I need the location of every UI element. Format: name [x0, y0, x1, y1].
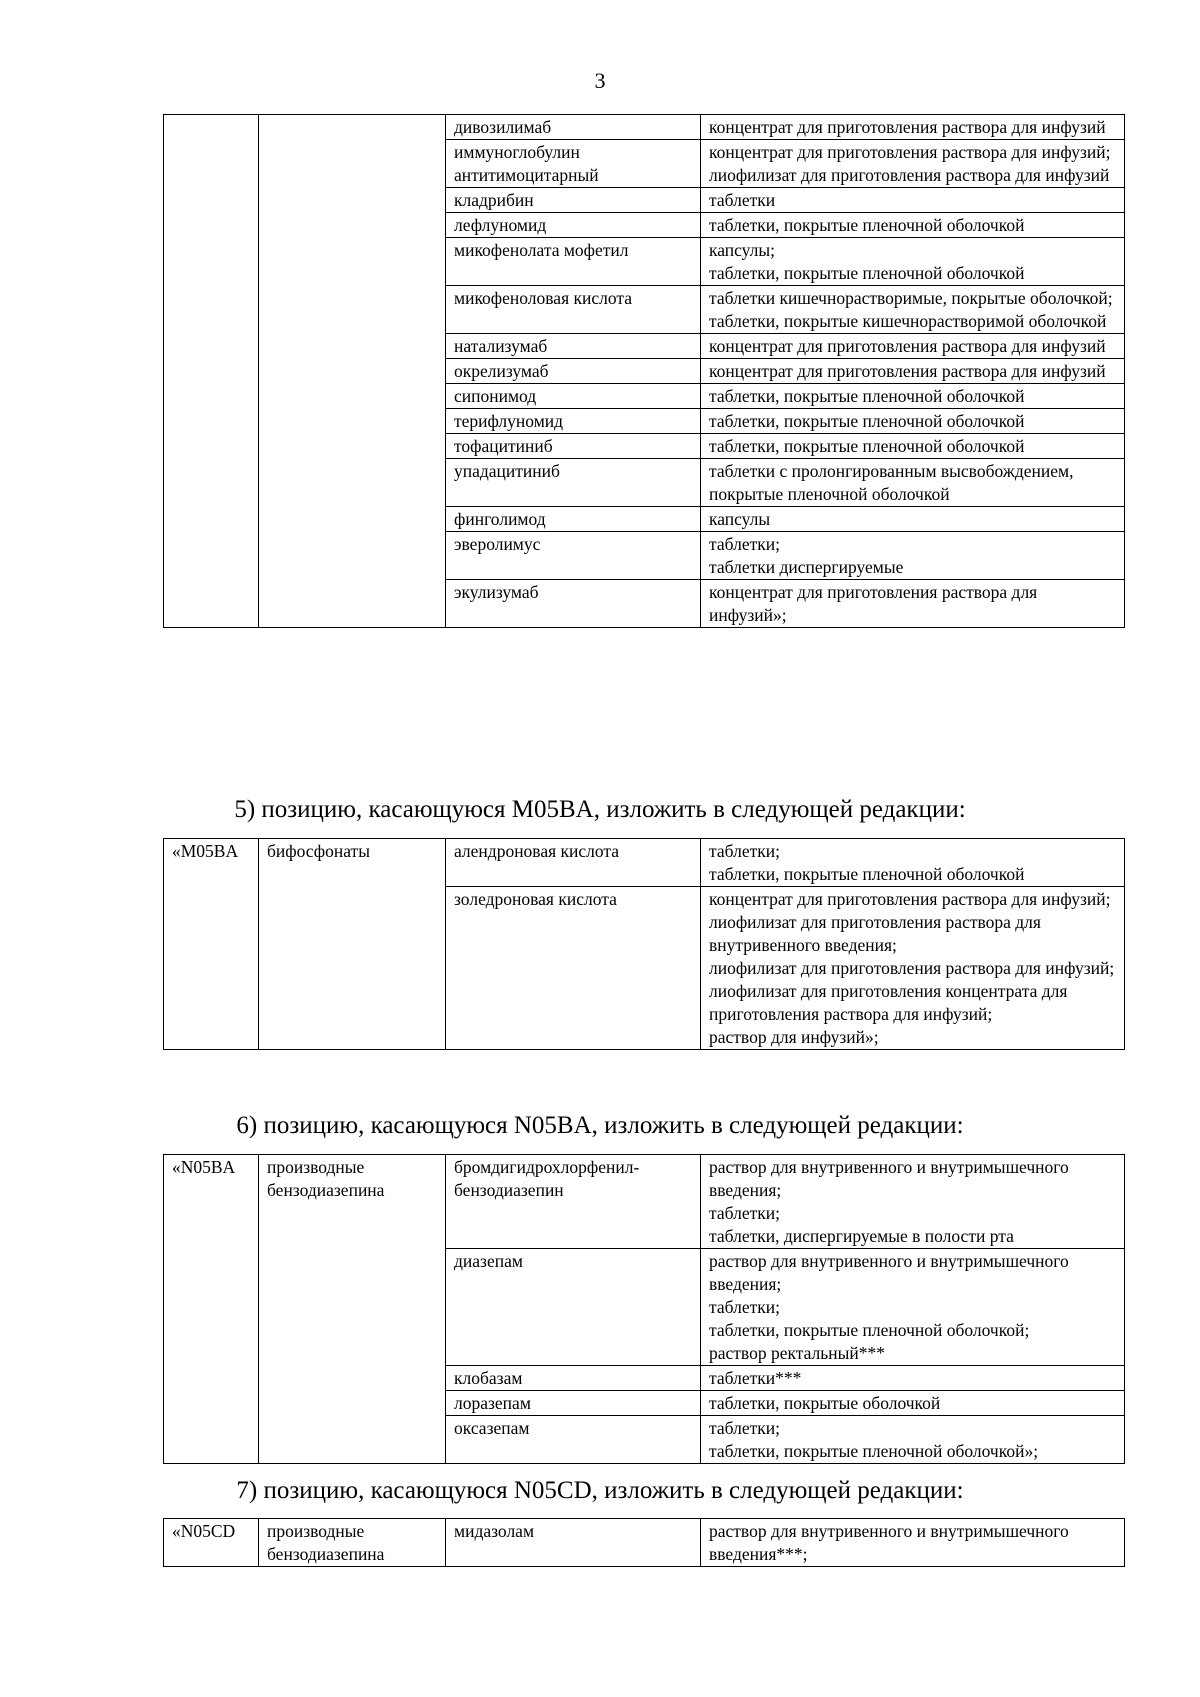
- atc-code-cell: «M05BA: [164, 839, 259, 1050]
- dosage-forms-cell: [701, 434, 1125, 459]
- dosage-form-line: таблетки, покрытые пленочной оболочкой: [709, 386, 1025, 406]
- dosage-form-line: таблетки, покрытые пленочной оболочкой: [709, 215, 1025, 235]
- page-number: 3: [594, 68, 606, 93]
- drug-name-cell: золедроновая кислота: [446, 887, 701, 1050]
- drug-table-n05cd: [163, 1518, 1125, 1567]
- dosage-form-line: таблетки;: [709, 1203, 780, 1223]
- dosage-form-line: таблетки***: [709, 1368, 802, 1388]
- dosage-form-line: раствор для внутривенного и внутримышечного введения;: [709, 1157, 1069, 1200]
- dosage-form-line: таблетки, диспергируемые в полости рта: [709, 1226, 1014, 1246]
- dosage-forms-cell: [701, 1391, 1125, 1416]
- dosage-form-line: таблетки, покрытые пленочной оболочкой»;: [709, 1441, 1039, 1461]
- drug-name-cell: сипонимод: [446, 384, 701, 409]
- dosage-form-line: раствор для внутривенного и внутримышечного введения***;: [709, 1521, 1069, 1564]
- table-row: [164, 115, 1125, 140]
- drug-name-cell: микофеноловая кислота: [446, 286, 701, 334]
- drug-table-continuation: [163, 114, 1125, 628]
- dosage-form-line: таблетки: [709, 190, 776, 210]
- group-cell: производные бензодиазепина: [259, 1519, 446, 1567]
- drug-name-cell: лоразепам: [446, 1391, 701, 1416]
- drug-name-cell: дивозилимаб: [446, 115, 701, 140]
- atc-code-cell: [164, 115, 259, 628]
- dosage-form-line: таблетки, покрытые пленочной оболочкой: [709, 436, 1025, 456]
- dosage-form-line: концентрат для приготовления раствора для инфузий: [709, 336, 1106, 356]
- dosage-forms-cell: [701, 188, 1125, 213]
- dosage-forms-cell: [701, 887, 1125, 1050]
- dosage-form-line: раствор ректальный***: [709, 1343, 885, 1363]
- dosage-forms-cell: [701, 1155, 1125, 1249]
- dosage-form-line: таблетки;: [709, 1418, 780, 1438]
- dosage-forms-cell: [701, 459, 1125, 507]
- dosage-form-line: таблетки;: [709, 841, 780, 861]
- dosage-forms-cell: [701, 238, 1125, 286]
- dosage-form-line: таблетки, покрытые пленочной оболочкой;: [709, 1320, 1030, 1340]
- drug-name-cell: мидазолам: [446, 1519, 701, 1567]
- dosage-forms-cell: [701, 384, 1125, 409]
- drug-name-cell: кладрибин: [446, 188, 701, 213]
- table-row: [164, 1519, 1125, 1567]
- dosage-forms-cell: [701, 1416, 1125, 1464]
- drug-name-cell: окрелизумаб: [446, 359, 701, 384]
- dosage-forms-cell: [701, 334, 1125, 359]
- dosage-form-line: таблетки диспергируемые: [709, 557, 904, 577]
- dosage-forms-cell: [701, 115, 1125, 140]
- table-row: [164, 839, 1125, 887]
- dosage-forms-cell: [701, 213, 1125, 238]
- drug-name-cell: оксазепам: [446, 1416, 701, 1464]
- drug-name-cell: экулизумаб: [446, 580, 701, 628]
- drug-name-cell: тофацитиниб: [446, 434, 701, 459]
- dosage-form-line: раствор для внутривенного и внутримышечного введения;: [709, 1251, 1069, 1294]
- dosage-form-line: концентрат для приготовления раствора для инфузий;: [709, 889, 1111, 909]
- dosage-forms-cell: [701, 532, 1125, 580]
- dosage-forms-cell: [701, 1519, 1125, 1567]
- drug-name-cell: финголимод: [446, 507, 701, 532]
- drug-name-cell: алендроновая кислота: [446, 839, 701, 887]
- dosage-forms-cell: [701, 839, 1125, 887]
- dosage-form-line: таблетки, покрытые пленочной оболочкой: [709, 864, 1025, 884]
- dosage-forms-cell: [701, 409, 1125, 434]
- group-cell: производные бензодиазепина: [259, 1155, 446, 1464]
- drug-name-cell: упадацитиниб: [446, 459, 701, 507]
- dosage-forms-cell: [701, 507, 1125, 532]
- dosage-forms-cell: [701, 1366, 1125, 1391]
- amendment-heading-6: 6) позицию, касающуюся N05BA, изложить в следующей редакции:: [236, 1112, 964, 1139]
- dosage-form-line: капсулы;: [709, 240, 776, 260]
- atc-code-cell: «N05BA: [164, 1155, 259, 1464]
- drug-name-cell: клобазам: [446, 1366, 701, 1391]
- dosage-form-line: таблетки, покрытые кишечнорастворимой оболочкой: [709, 311, 1107, 331]
- drug-name-cell: лефлуномид: [446, 213, 701, 238]
- dosage-forms-cell: [701, 1249, 1125, 1366]
- table-row: [164, 1155, 1125, 1249]
- dosage-form-line: таблетки, покрытые пленочной оболочкой: [709, 411, 1025, 431]
- drug-name-cell: натализумаб: [446, 334, 701, 359]
- dosage-form-line: концентрат для приготовления раствора для инфузий: [709, 361, 1106, 381]
- atc-code-cell: «N05CD: [164, 1519, 259, 1567]
- drug-name-cell: терифлуномид: [446, 409, 701, 434]
- dosage-forms-cell: [701, 359, 1125, 384]
- dosage-form-line: лиофилизат для приготовления раствора для инфузий: [709, 165, 1110, 185]
- amendment-heading-7: 7) позицию, касающуюся N05CD, изложить в следующей редакции:: [236, 1477, 964, 1504]
- dosage-form-line: концентрат для приготовления раствора для инфузий»;: [709, 582, 1038, 625]
- amendment-heading-5: 5) позицию, касающуюся M05BA, изложить в следующей редакции:: [234, 796, 966, 823]
- dosage-forms-cell: [701, 140, 1125, 188]
- dosage-form-line: таблетки с пролонгированным высвобождением, покрытые пленочной оболочкой: [709, 461, 1074, 504]
- drug-name-cell: иммуноглобулин антитимоцитарный: [446, 140, 701, 188]
- dosage-form-line: лиофилизат для приготовления концентрата для приготовления раствора для инфузий;: [709, 981, 1068, 1024]
- dosage-form-line: таблетки;: [709, 1297, 780, 1317]
- dosage-form-line: таблетки кишечнорастворимые, покрытые оболочкой;: [709, 288, 1113, 308]
- drug-name-cell: микофенолата мофетил: [446, 238, 701, 286]
- drug-name-cell: диазепам: [446, 1249, 701, 1366]
- dosage-form-line: концентрат для приготовления раствора для инфузий;: [709, 142, 1111, 162]
- dosage-forms-cell: [701, 286, 1125, 334]
- group-cell: [259, 115, 446, 628]
- drug-name-cell: бромдигидрохлорфенил-бензодиазепин: [446, 1155, 701, 1249]
- dosage-form-line: концентрат для приготовления раствора для инфузий: [709, 117, 1106, 137]
- dosage-form-line: таблетки, покрытые пленочной оболочкой: [709, 263, 1025, 283]
- dosage-form-line: капсулы: [709, 509, 771, 529]
- dosage-form-line: лиофилизат для приготовления раствора для инфузий;: [709, 958, 1115, 978]
- dosage-form-line: таблетки, покрытые оболочкой: [709, 1393, 941, 1413]
- dosage-form-line: таблетки;: [709, 534, 780, 554]
- drug-name-cell: эверолимус: [446, 532, 701, 580]
- drug-table-n05ba: [163, 1154, 1125, 1464]
- drug-table-m05ba: [163, 838, 1125, 1050]
- dosage-forms-cell: [701, 580, 1125, 628]
- dosage-form-line: лиофилизат для приготовления раствора для внутривенного введения;: [709, 912, 1041, 955]
- group-cell: бифосфонаты: [259, 839, 446, 1050]
- dosage-form-line: раствор для инфузий»;: [709, 1027, 879, 1047]
